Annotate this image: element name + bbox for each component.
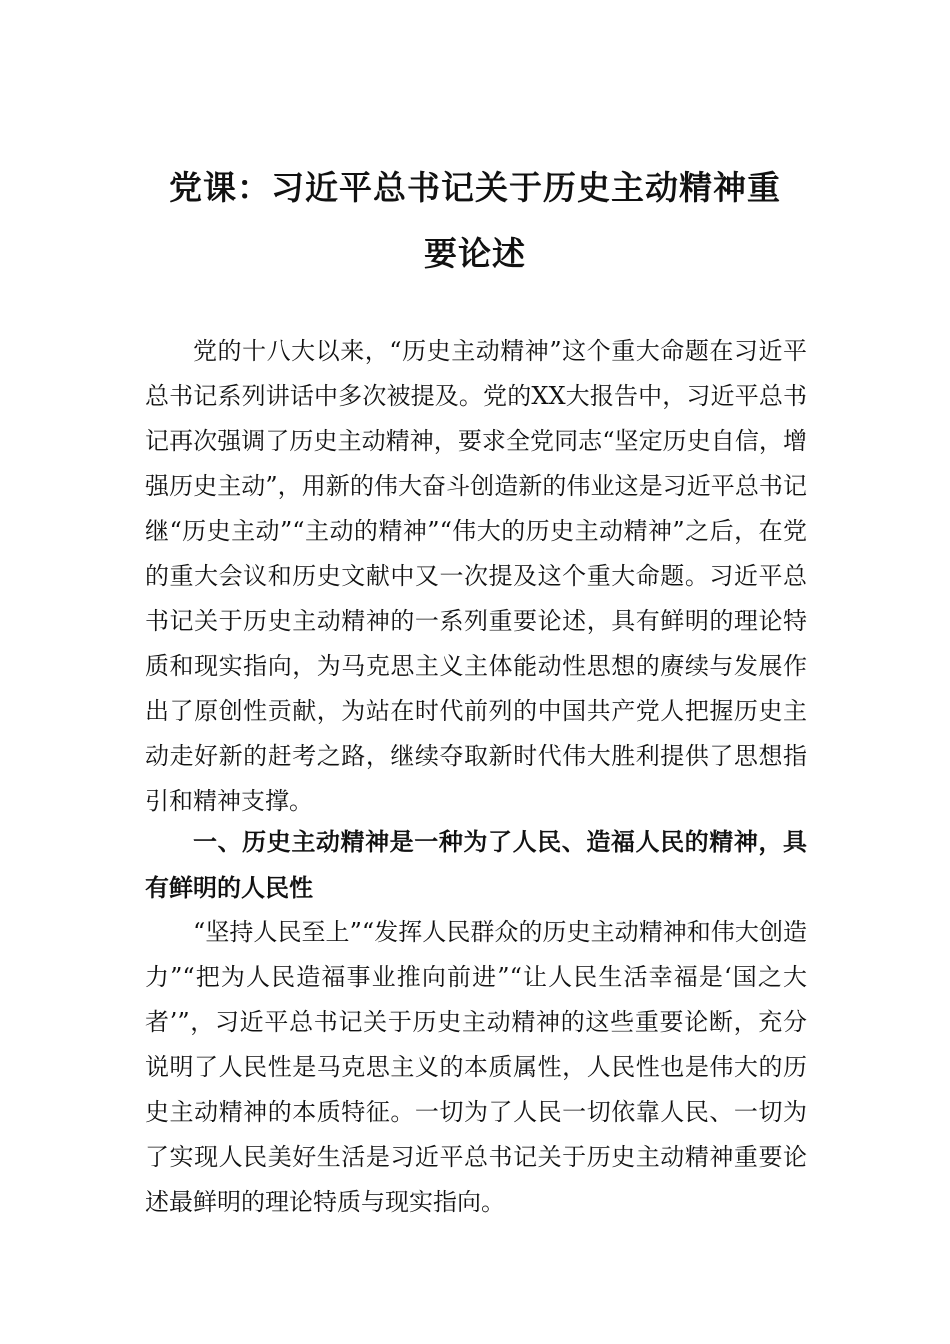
section-heading-1: 一、历史主动精神是一种为了人民、造福人民的精神，具有鲜明的人民性 bbox=[145, 828, 807, 902]
body-paragraph-intro: 党的十八大以来，“历史主动精神”这个重大命题在习近平总书记系列讲话中多次被提及。党的XX大报告中，习近平总书记再次强调了历史主动精神，要求全党同志“坚定历史自信，增强历史主动”，用新的伟大奋斗创造新的伟业这是习近平总书记继“历史主动”“主动的精神”“伟大的历史主动精神”之后，在党的重大会议和历史文献中又一次提及这个重大命题。习近平总书记关于历史主动精神的一系列重要论述，具有鲜明的理论特质和现实指向，为马克思主义主体能动性思想的赓续与发展作出了原创性贡献，为站在时代前列的中国共产党人把握历史主动走好新的赶考之路，继续夺取新时代伟大胜利提供了思想指引和精神支撑。 bbox=[145, 337, 807, 815]
document-title-line-1: 党课：习近平总书记关于历史主动精神重 bbox=[169, 168, 781, 207]
document-title-line-2: 要论述 bbox=[424, 234, 526, 273]
body-paragraph-section-1: “坚持人民至上”“发挥人民群众的历史主动精神和伟大创造力”“把为人民造福事业推向前进”“让人民生活幸福是‘国之大者’”，习近平总书记关于历史主动精神的这些重要论断，充分说明了人民性是马克思主义的本质属性，人民性也是伟大的历史主动精神的本质特征。一切为了人民一切依靠人民、一切为了实现人民美好生活是习近平总书记关于历史主动精神重要论述最鲜明的理论特质与现实指向。 bbox=[145, 918, 807, 1216]
